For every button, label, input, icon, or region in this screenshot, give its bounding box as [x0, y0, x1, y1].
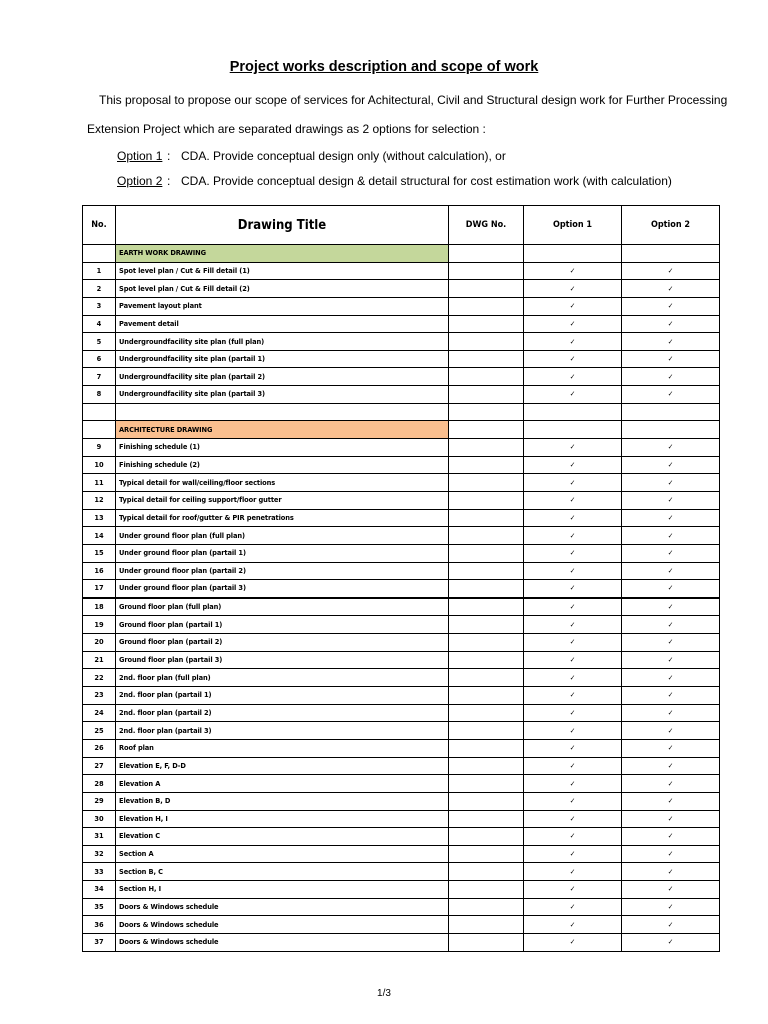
dwg-no-cell [449, 439, 524, 457]
option-1-description: CDA. Provide conceptual design only (without calculation), or [181, 149, 506, 163]
table-row [83, 739, 720, 757]
option-2-check-icon: ✓ [622, 810, 720, 828]
drawing-title: Finishing schedule (1) [116, 439, 449, 457]
option-2-check-icon: ✓ [622, 580, 720, 598]
option-1-check-icon: ✓ [524, 580, 622, 598]
row-number: 16 [83, 562, 116, 580]
header-dwg-no: DWG No. [449, 206, 524, 245]
dwg-no-cell [449, 792, 524, 810]
drawing-title: Undergroundfacility site plan (full plan) [116, 333, 449, 351]
row-number: 1 [83, 262, 116, 280]
row-number: 10 [83, 456, 116, 474]
row-number: 33 [83, 863, 116, 881]
section-title: EARTH WORK DRAWING [116, 245, 449, 263]
dwg-no-cell [449, 245, 524, 263]
dwg-no-cell [449, 722, 524, 740]
option-1-check-icon: ✓ [524, 651, 622, 669]
drawing-title: Ground floor plan (partail 3) [116, 651, 449, 669]
row-number: 23 [83, 687, 116, 705]
option-2-check-icon: ✓ [622, 509, 720, 527]
drawing-title: 2nd. floor plan (partail 2) [116, 704, 449, 722]
dwg-no-cell [449, 863, 524, 881]
option-2-check-icon: ✓ [622, 881, 720, 899]
option-1-cell [524, 403, 622, 421]
option-1-check-icon: ✓ [524, 687, 622, 705]
row-number-cell [83, 403, 116, 421]
row-number: 31 [83, 828, 116, 846]
drawing-title: Undergroundfacility site plan (partail 3) [116, 386, 449, 404]
option-1-check-icon: ✓ [524, 439, 622, 457]
option-1-check-icon: ✓ [524, 262, 622, 280]
dwg-no-cell [449, 262, 524, 280]
row-number: 15 [83, 544, 116, 562]
table-row [83, 598, 720, 616]
option-1-check-icon: ✓ [524, 881, 622, 899]
dwg-no-cell [449, 669, 524, 687]
option-1-check-icon: ✓ [524, 898, 622, 916]
option-1-check-icon: ✓ [524, 634, 622, 652]
table-row [83, 509, 720, 527]
row-number: 11 [83, 474, 116, 492]
intro-paragraph-line-2: Extension Project which are separated drawings as 2 options for selection : [87, 122, 486, 136]
option-2-check-icon: ✓ [622, 439, 720, 457]
drawing-title: Under ground floor plan (partail 2) [116, 562, 449, 580]
drawing-title: Undergroundfacility site plan (partail 2) [116, 368, 449, 386]
option-1-check-icon: ✓ [524, 368, 622, 386]
table-row [83, 651, 720, 669]
option-2-check-icon: ✓ [622, 386, 720, 404]
option-1-check-icon: ✓ [524, 333, 622, 351]
table-row [83, 669, 720, 687]
dwg-no-cell [449, 350, 524, 368]
drawing-title: Under ground floor plan (full plan) [116, 527, 449, 545]
option-2-separator: : [167, 174, 171, 188]
option-2-check-icon: ✓ [622, 350, 720, 368]
table-row [83, 792, 720, 810]
dwg-no-cell [449, 881, 524, 899]
table-row [83, 634, 720, 652]
dwg-no-cell [449, 598, 524, 616]
option-1-check-icon: ✓ [524, 757, 622, 775]
row-number: 3 [83, 297, 116, 315]
dwg-no-cell [449, 634, 524, 652]
option-2-check-icon: ✓ [622, 491, 720, 509]
option-1-check-icon: ✓ [524, 598, 622, 616]
drawing-title: 2nd. floor plan (full plan) [116, 669, 449, 687]
table-row [83, 315, 720, 333]
option-1-check-icon: ✓ [524, 456, 622, 474]
dwg-no-cell [449, 297, 524, 315]
row-number: 2 [83, 280, 116, 298]
option-2-check-icon: ✓ [622, 562, 720, 580]
row-number-cell [83, 421, 116, 439]
section-header-row [83, 245, 720, 263]
row-number: 22 [83, 669, 116, 687]
document-title: Project works description and scope of work [229, 59, 539, 75]
table-row [83, 616, 720, 634]
option-2-check-icon: ✓ [622, 828, 720, 846]
dwg-no-cell [449, 562, 524, 580]
dwg-no-cell [449, 368, 524, 386]
option-1-line [117, 149, 506, 163]
option-1-check-icon: ✓ [524, 704, 622, 722]
option-2-check-icon: ✓ [622, 845, 720, 863]
option-2-check-icon: ✓ [622, 544, 720, 562]
table-row [83, 333, 720, 351]
drawing-list-table [82, 205, 720, 952]
option-2-label: Option 2 [117, 174, 163, 188]
row-number: 17 [83, 580, 116, 598]
option-1-check-icon: ✓ [524, 916, 622, 934]
table-row [83, 704, 720, 722]
dwg-no-cell [449, 403, 524, 421]
table-row [83, 881, 720, 899]
table-row [83, 775, 720, 793]
option-1-separator: : [167, 149, 171, 163]
drawing-title: Elevation A [116, 775, 449, 793]
option-1-check-icon: ✓ [524, 527, 622, 545]
option-1-check-icon: ✓ [524, 315, 622, 333]
drawing-title: Finishing schedule (2) [116, 456, 449, 474]
table-row [83, 368, 720, 386]
intro-paragraph-line-1: This proposal to propose our scope of services for Achitectural, Civil and Structural design work for Further Processing [99, 93, 728, 107]
row-number: 30 [83, 810, 116, 828]
drawing-title: Spot level plan / Cut & Fill detail (2) [116, 280, 449, 298]
table-row [83, 722, 720, 740]
dwg-no-cell [449, 616, 524, 634]
drawing-title: Pavement detail [116, 315, 449, 333]
row-number: 36 [83, 916, 116, 934]
option-2-check-icon: ✓ [622, 527, 720, 545]
row-number-cell [83, 245, 116, 263]
dwg-no-cell [449, 757, 524, 775]
dwg-no-cell [449, 491, 524, 509]
drawing-title: Elevation H, I [116, 810, 449, 828]
option-1-check-icon: ✓ [524, 297, 622, 315]
dwg-no-cell [449, 704, 524, 722]
blank-row [83, 403, 720, 421]
option-2-check-icon: ✓ [622, 916, 720, 934]
dwg-no-cell [449, 544, 524, 562]
option-2-description: CDA. Provide conceptual design & detail structural for cost estimation work (with calculation) [181, 174, 672, 188]
option-2-check-icon: ✓ [622, 792, 720, 810]
row-number: 19 [83, 616, 116, 634]
drawing-title: 2nd. floor plan (partail 1) [116, 687, 449, 705]
option-2-check-icon: ✓ [622, 704, 720, 722]
table-row [83, 491, 720, 509]
drawing-title: Ground floor plan (full plan) [116, 598, 449, 616]
table-row [83, 845, 720, 863]
dwg-no-cell [449, 898, 524, 916]
dwg-no-cell [449, 527, 524, 545]
row-number: 25 [83, 722, 116, 740]
dwg-no-cell [449, 280, 524, 298]
row-number: 5 [83, 333, 116, 351]
option-1-check-icon: ✓ [524, 280, 622, 298]
drawing-title: Elevation E, F, D-D [116, 757, 449, 775]
drawing-title: Typical detail for wall/ceiling/floor sections [116, 474, 449, 492]
table-row [83, 916, 720, 934]
table-body [83, 245, 720, 952]
row-number: 29 [83, 792, 116, 810]
dwg-no-cell [449, 651, 524, 669]
dwg-no-cell [449, 845, 524, 863]
option-1-cell [524, 421, 622, 439]
option-2-check-icon: ✓ [622, 368, 720, 386]
row-number: 7 [83, 368, 116, 386]
table-row [83, 828, 720, 846]
option-2-check-icon: ✓ [622, 933, 720, 951]
drawing-title: Elevation B, D [116, 792, 449, 810]
option-1-check-icon: ✓ [524, 722, 622, 740]
option-2-check-icon: ✓ [622, 898, 720, 916]
option-2-check-icon: ✓ [622, 757, 720, 775]
row-number: 27 [83, 757, 116, 775]
drawing-title: Section H, I [116, 881, 449, 899]
drawing-title: Typical detail for roof/gutter & PIR penetrations [116, 509, 449, 527]
dwg-no-cell [449, 933, 524, 951]
dwg-no-cell [449, 916, 524, 934]
option-1-check-icon: ✓ [524, 775, 622, 793]
drawing-title: Elevation C [116, 828, 449, 846]
row-number: 18 [83, 598, 116, 616]
row-number: 20 [83, 634, 116, 652]
dwg-no-cell [449, 456, 524, 474]
row-number: 32 [83, 845, 116, 863]
table-row [83, 474, 720, 492]
row-number: 14 [83, 527, 116, 545]
table-row [83, 544, 720, 562]
drawing-title: Doors & Windows schedule [116, 898, 449, 916]
dwg-no-cell [449, 333, 524, 351]
row-number: 37 [83, 933, 116, 951]
table-row [83, 439, 720, 457]
option-2-check-icon: ✓ [622, 333, 720, 351]
option-2-check-icon: ✓ [622, 687, 720, 705]
option-1-check-icon: ✓ [524, 933, 622, 951]
table-row [83, 580, 720, 598]
row-number: 34 [83, 881, 116, 899]
drawing-title: Spot level plan / Cut & Fill detail (1) [116, 262, 449, 280]
table-row [83, 933, 720, 951]
option-2-check-icon: ✓ [622, 297, 720, 315]
dwg-no-cell [449, 386, 524, 404]
table-row [83, 280, 720, 298]
option-1-check-icon: ✓ [524, 616, 622, 634]
table-row [83, 863, 720, 881]
drawing-title: Pavement layout plant [116, 297, 449, 315]
option-1-check-icon: ✓ [524, 491, 622, 509]
row-number: 28 [83, 775, 116, 793]
page-number: 1/3 [377, 988, 391, 999]
drawing-title: Under ground floor plan (partail 1) [116, 544, 449, 562]
option-2-check-icon: ✓ [622, 669, 720, 687]
dwg-no-cell [449, 421, 524, 439]
option-1-check-icon: ✓ [524, 669, 622, 687]
option-1-check-icon: ✓ [524, 562, 622, 580]
header-no: No. [83, 206, 116, 245]
row-number: 35 [83, 898, 116, 916]
drawing-title: Undergroundfacility site plan (partail 1) [116, 350, 449, 368]
table-row [83, 456, 720, 474]
table-row [83, 386, 720, 404]
table-row [83, 562, 720, 580]
option-2-cell [622, 403, 720, 421]
option-2-check-icon: ✓ [622, 456, 720, 474]
option-1-check-icon: ✓ [524, 810, 622, 828]
row-number: 9 [83, 439, 116, 457]
header-option-1: Option 1 [524, 206, 622, 245]
drawing-title: Section B, C [116, 863, 449, 881]
option-2-check-icon: ✓ [622, 616, 720, 634]
option-1-check-icon: ✓ [524, 544, 622, 562]
option-2-check-icon: ✓ [622, 598, 720, 616]
drawing-title: Under ground floor plan (partail 3) [116, 580, 449, 598]
row-number: 21 [83, 651, 116, 669]
option-1-check-icon: ✓ [524, 863, 622, 881]
option-2-check-icon: ✓ [622, 262, 720, 280]
option-1-label: Option 1 [117, 149, 163, 163]
option-2-check-icon: ✓ [622, 634, 720, 652]
drawing-title: Section A [116, 845, 449, 863]
row-number: 24 [83, 704, 116, 722]
option-1-check-icon: ✓ [524, 845, 622, 863]
option-2-check-icon: ✓ [622, 315, 720, 333]
table-row [83, 687, 720, 705]
drawing-title: Typical detail for ceiling support/floor gutter [116, 491, 449, 509]
table-row [83, 898, 720, 916]
option-2-check-icon: ✓ [622, 863, 720, 881]
option-2-check-icon: ✓ [622, 474, 720, 492]
dwg-no-cell [449, 509, 524, 527]
option-2-cell [622, 421, 720, 439]
row-number: 8 [83, 386, 116, 404]
dwg-no-cell [449, 315, 524, 333]
option-2-check-icon: ✓ [622, 739, 720, 757]
row-number: 12 [83, 491, 116, 509]
dwg-no-cell [449, 739, 524, 757]
table-row [83, 757, 720, 775]
option-1-check-icon: ✓ [524, 509, 622, 527]
drawing-title: Roof plan [116, 739, 449, 757]
option-1-check-icon: ✓ [524, 386, 622, 404]
dwg-no-cell [449, 828, 524, 846]
dwg-no-cell [449, 810, 524, 828]
dwg-no-cell [449, 580, 524, 598]
row-number: 6 [83, 350, 116, 368]
option-1-check-icon: ✓ [524, 739, 622, 757]
drawing-title-cell [116, 403, 449, 421]
header-option-2: Option 2 [622, 206, 720, 245]
option-1-check-icon: ✓ [524, 792, 622, 810]
row-number: 13 [83, 509, 116, 527]
drawing-title: 2nd. floor plan (partail 3) [116, 722, 449, 740]
drawing-title: Ground floor plan (partail 2) [116, 634, 449, 652]
section-header-row [83, 421, 720, 439]
table-row [83, 297, 720, 315]
option-2-check-icon: ✓ [622, 651, 720, 669]
table-header-row [83, 206, 720, 245]
option-1-cell [524, 245, 622, 263]
option-2-cell [622, 245, 720, 263]
header-drawing-title: Drawing Title [116, 206, 449, 245]
row-number: 26 [83, 739, 116, 757]
option-2-line [117, 174, 672, 188]
table-row [83, 527, 720, 545]
row-number: 4 [83, 315, 116, 333]
dwg-no-cell [449, 775, 524, 793]
drawing-title: Ground floor plan (partail 1) [116, 616, 449, 634]
table-row [83, 262, 720, 280]
table-row [83, 350, 720, 368]
table-row [83, 810, 720, 828]
dwg-no-cell [449, 474, 524, 492]
drawing-title: Doors & Windows schedule [116, 933, 449, 951]
drawing-title: Doors & Windows schedule [116, 916, 449, 934]
section-title: ARCHITECTURE DRAWING [116, 421, 449, 439]
option-2-check-icon: ✓ [622, 775, 720, 793]
option-1-check-icon: ✓ [524, 828, 622, 846]
dwg-no-cell [449, 687, 524, 705]
option-2-check-icon: ✓ [622, 280, 720, 298]
option-2-check-icon: ✓ [622, 722, 720, 740]
option-1-check-icon: ✓ [524, 474, 622, 492]
option-1-check-icon: ✓ [524, 350, 622, 368]
